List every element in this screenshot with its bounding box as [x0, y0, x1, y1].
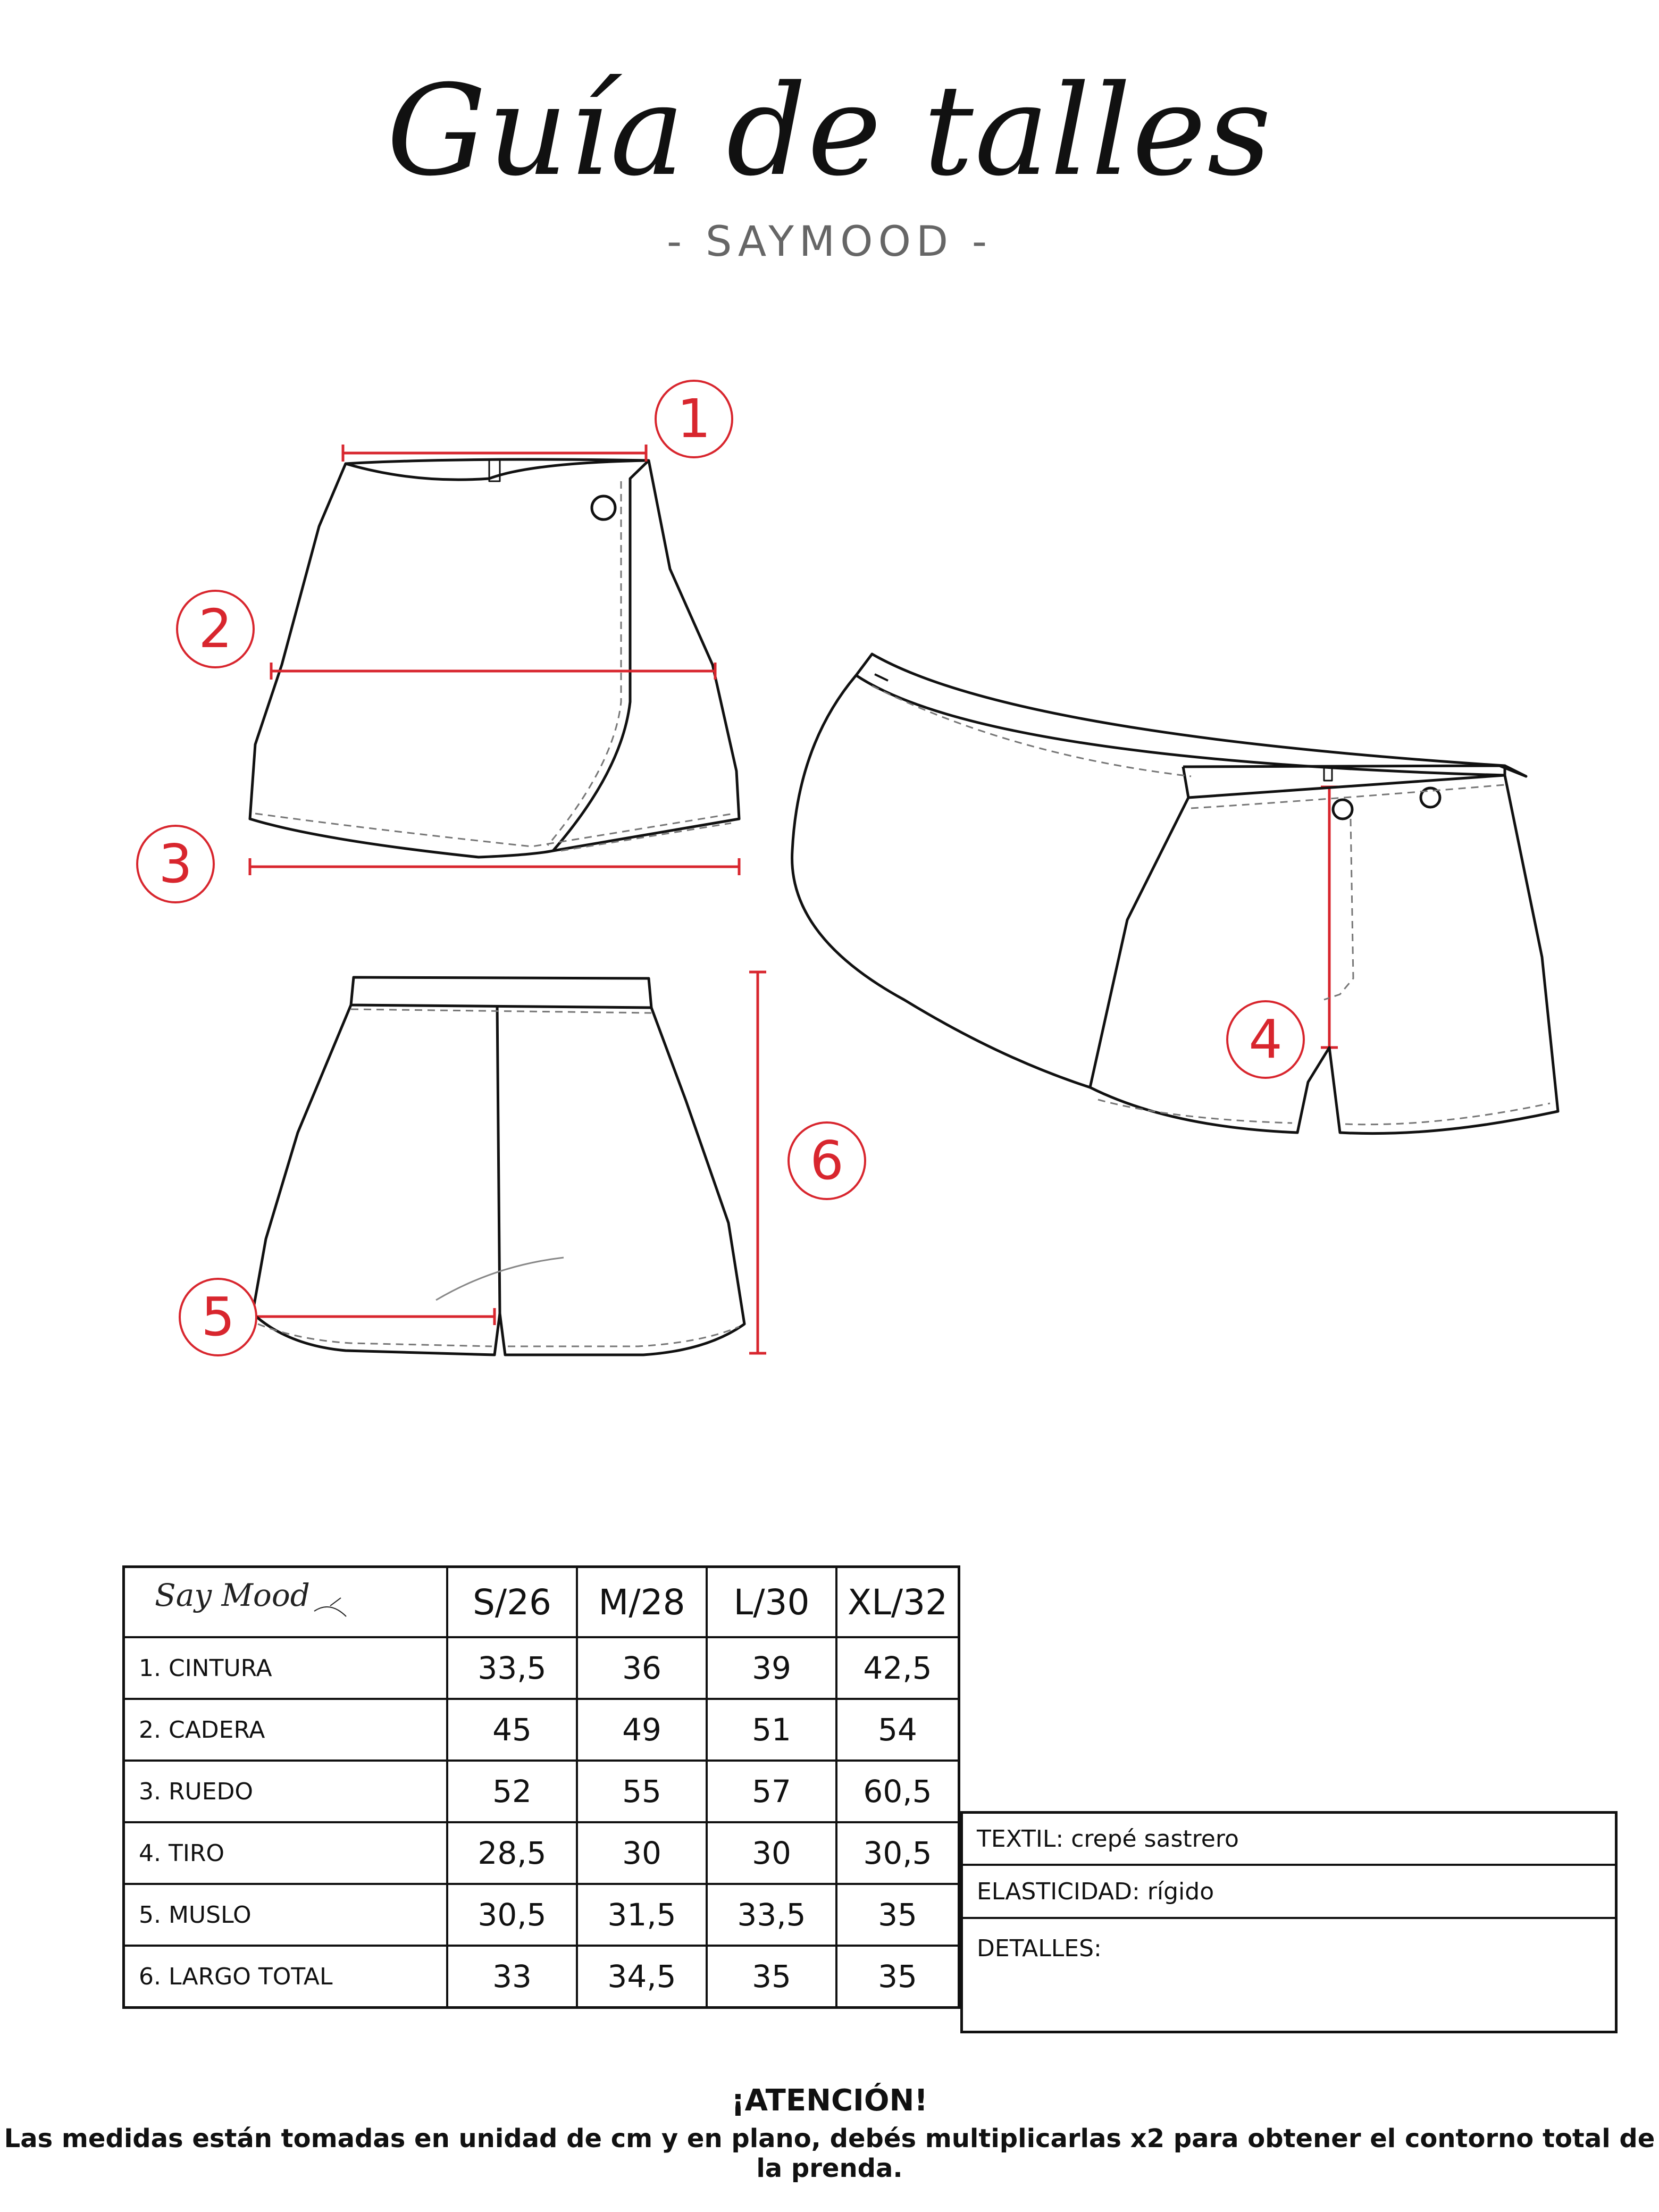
table-row [124, 1761, 959, 1822]
measure-value: 49 [577, 1699, 707, 1761]
marker-5: 5 [201, 1286, 235, 1348]
measure-label: 1. CINTURA [124, 1637, 448, 1699]
measure-value: 30,5 [836, 1822, 959, 1884]
svg-text:Say Mood: Say Mood [155, 1577, 310, 1613]
measure-value: 52 [447, 1761, 577, 1822]
size-table-header [124, 1567, 959, 1638]
size-col-header: S/26 [447, 1567, 577, 1638]
measure-value: 35 [836, 1884, 959, 1946]
measure-label: 5. MUSLO [124, 1884, 448, 1946]
measurement-lines [250, 445, 1338, 1353]
skort-front-drawing [250, 459, 739, 857]
measure-value: 33,5 [707, 1884, 836, 1946]
measure-value: 30,5 [447, 1884, 577, 1946]
marker-2: 2 [198, 598, 232, 660]
marker-6: 6 [810, 1129, 844, 1192]
size-col-header: M/28 [577, 1567, 707, 1638]
size-table [122, 1565, 960, 2009]
measure-value: 33,5 [447, 1637, 577, 1699]
measure-label: 3. RUEDO [124, 1761, 448, 1822]
measure-value: 39 [707, 1637, 836, 1699]
measure-label: 4. TIRO [124, 1822, 448, 1884]
saymood-logo-cell [124, 1567, 448, 1638]
measure-value: 30 [707, 1822, 836, 1884]
fabric-elasticity: ELASTICIDAD: rígido [962, 1865, 1616, 1918]
table-row [124, 1637, 959, 1699]
measure-value: 28,5 [447, 1822, 577, 1884]
measure-value: 30 [577, 1822, 707, 1884]
measure-value: 36 [577, 1637, 707, 1699]
brand-subtitle: - SAYMOOD - [667, 218, 992, 266]
saymood-signature-logo [139, 1569, 362, 1627]
fabric-details: DETALLES: [962, 1918, 1616, 2032]
notice-title: ¡ATENCIÓN! [731, 2083, 928, 2118]
measure-label: 6. LARGO TOTAL [124, 1946, 448, 2008]
measure-value: 34,5 [577, 1946, 707, 2008]
marker-1: 1 [677, 388, 711, 450]
table-row [124, 1822, 959, 1884]
skort-side-drawing [792, 654, 1558, 1134]
table-row [124, 1884, 959, 1946]
measure-value: 31,5 [577, 1884, 707, 1946]
marker-3: 3 [158, 833, 192, 895]
measure-value: 45 [447, 1699, 577, 1761]
measure-value: 54 [836, 1699, 959, 1761]
size-col-header: XL/32 [836, 1567, 959, 1638]
fabric-info-table [960, 1811, 1618, 2033]
fabric-textil: TEXTIL: crepé sastrero [962, 1813, 1616, 1865]
shorts-back-drawing [253, 977, 744, 1355]
measure-value: 55 [577, 1761, 707, 1822]
table-row [124, 1699, 959, 1761]
notice-text: Las medidas están tomadas en unidad de cm y en plano, debés multiplicarlas x2 para obtener el contorno total de la prenda. [4, 2124, 1655, 2183]
measure-value: 42,5 [836, 1637, 959, 1699]
page-title: Guía de talles [387, 58, 1272, 204]
measure-value: 35 [707, 1946, 836, 2008]
marker-4: 4 [1249, 1008, 1283, 1070]
measure-value: 35 [836, 1946, 959, 2008]
measure-label: 2. CADERA [124, 1699, 448, 1761]
size-col-header: L/30 [707, 1567, 836, 1638]
measure-value: 57 [707, 1761, 836, 1822]
measure-value: 51 [707, 1699, 836, 1761]
measure-value: 60,5 [836, 1761, 959, 1822]
measure-value: 33 [447, 1946, 577, 2008]
table-row [124, 1946, 959, 2008]
